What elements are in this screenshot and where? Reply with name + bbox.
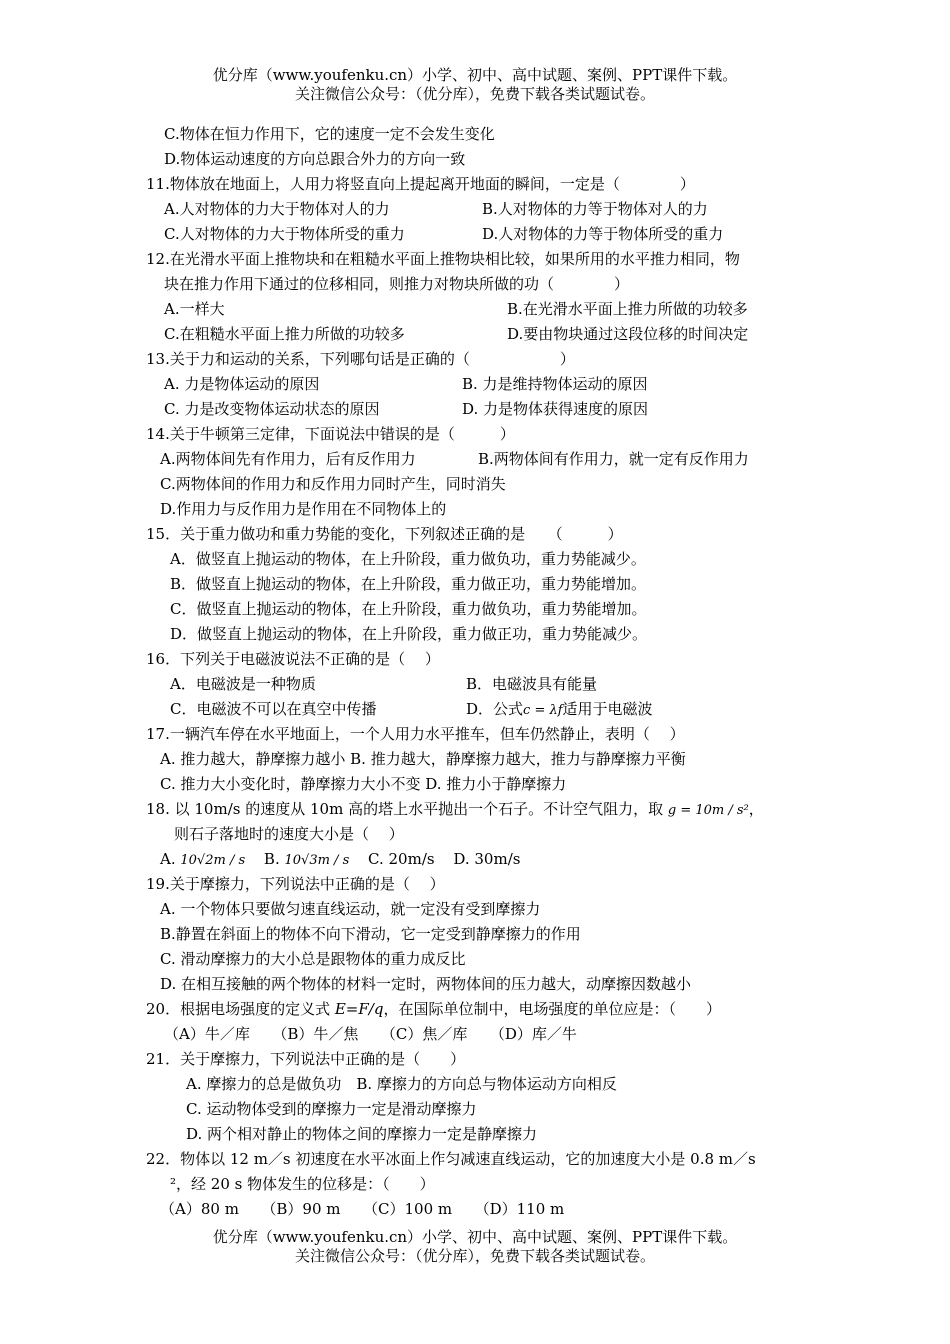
q20-stem-text: 20．根据电场强度的定义式	[146, 1000, 335, 1018]
q11-row-ab	[146, 197, 826, 222]
q18-option-b-label: B.	[263, 850, 280, 868]
q13-option-a: A. 力是物体运动的原因	[164, 375, 320, 393]
q12-stem-line-2: 块在推力作用下通过的位移相同，则推力对物块所做的功（ ）	[164, 275, 630, 293]
q10-option-d: D.物体运动速度的方向总跟合外力的方向一致	[164, 150, 466, 168]
q12-option-b: B.在光滑水平面上推力所做的功较多	[507, 300, 748, 318]
q21-row-ab: A. 摩擦力的总是做负功 B. 摩擦力的方向总与物体运动方向相反	[186, 1075, 617, 1093]
q22-stem-line-2: ²，经 20 s 物体发生的位移是：（ ）	[170, 1175, 435, 1193]
q15-option-d: D．做竖直上抛运动的物体，在上升阶段，重力做正功，重力势能减少。	[170, 625, 648, 643]
q22-options: （A）80 m （B）90 m （C）100 m （D）110 m	[160, 1200, 565, 1218]
q18-g-formula: g = 10m / s²	[667, 803, 749, 818]
q11-option-b: B.人对物体的力等于物体对人的力	[482, 200, 708, 218]
q20-stem-tail: ，在国际单位制中，电场强度的单位应是：（ ）	[383, 1000, 721, 1018]
q11-stem: 11.物体放在地面上，人用力将竖直向上提起离开地面的瞬间，一定是（ ）	[146, 175, 695, 193]
q19-stem: 19.关于摩擦力，下列说法中正确的是（ ）	[146, 875, 445, 893]
q20-options: （A）牛／库 （B）牛／焦 （C）焦／库 （D）库／牛	[164, 1025, 577, 1043]
q18-option-a-label: A.	[160, 850, 176, 868]
header-line-2: 关注微信公众号：（优分库），免费下载各类试题试卷。	[294, 85, 655, 103]
q18-option-a-formula: 10√2m / s	[180, 853, 246, 868]
q16-formula: c = λf	[523, 703, 563, 718]
page-header	[0, 66, 950, 104]
q21-option-c: C. 运动物体受到的摩擦力一定是滑动摩擦力	[186, 1100, 477, 1118]
q18-stem-text: 18. 以 10m/s 的速度从 10m 高的塔上水平抛出一个石子。不计空气阻力，取	[146, 800, 664, 818]
q17-row-ab: A. 推力越大，静摩擦力越小 B. 推力越大，静摩擦力越大，推力与静摩擦力平衡	[160, 750, 686, 768]
q17-row-cd: C. 推力大小变化时，静摩擦力大小不变 D. 推力小于静摩擦力	[160, 775, 567, 793]
q13-stem: 13.关于力和运动的关系，下列哪句话是正确的（ ）	[146, 350, 575, 368]
q19-option-c: C. 滑动摩擦力的大小总是跟物体的重力成反比	[160, 950, 466, 968]
q11-row-cd	[146, 222, 826, 247]
q15-stem: 15．关于重力做功和重力势能的变化，下列叙述正确的是 （ ）	[146, 525, 623, 543]
q16-option-b: B．电磁波具有能量	[466, 675, 598, 693]
q18-stem	[146, 797, 826, 822]
q14-row-ab	[146, 447, 826, 472]
q13-row-cd	[146, 397, 826, 422]
q10-option-c: C.物体在恒力作用下，它的速度一定不会发生变化	[164, 125, 495, 143]
q21-stem: 21．关于摩擦力，下列说法中正确的是（ ）	[146, 1050, 466, 1068]
q19-option-a: A. 一个物体只要做匀速直线运动，就一定没有受到摩擦力	[160, 900, 541, 918]
q11-option-a: A.人对物体的力大于物体对人的力	[164, 200, 390, 218]
q14-option-a: A.两物体间先有作用力，后有反作用力	[160, 450, 416, 468]
q16-option-d-prefix: D．公式	[466, 700, 524, 718]
header-line-1: 优分库（www.youfenku.cn）小学、初中、高中试题、案例、PPT课件下载。	[212, 66, 738, 84]
q18-option-b-formula: 10√3m / s	[284, 853, 350, 868]
q16-option-d	[466, 697, 653, 723]
q13-option-d: D. 力是物体获得速度的原因	[462, 400, 649, 418]
q12-option-a: A.一样大	[164, 300, 225, 318]
q12-row-ab	[146, 297, 826, 322]
q15-option-a: A．做竖直上抛运动的物体，在上升阶段，重力做负功，重力势能减少。	[170, 550, 646, 568]
q19-option-d: D. 在相互接触的两个物体的材料一定时，两物体间的压力越大，动摩擦因数越小	[160, 975, 692, 993]
q16-stem: 16．下列关于电磁波说法不正确的是（ ）	[146, 650, 440, 668]
q15-option-c: C．做竖直上抛运动的物体，在上升阶段，重力做负功，重力势能增加。	[170, 600, 647, 618]
q13-row-ab	[146, 372, 826, 397]
q16-option-a: A．电磁波是一种物质	[170, 675, 316, 693]
q16-option-d-suffix: 适用于电磁波	[562, 700, 653, 718]
q11-option-d: D.人对物体的力等于物体所受的重力	[482, 225, 724, 243]
q21-option-d: D. 两个相对静止的物体之间的摩擦力一定是静摩擦力	[186, 1125, 538, 1143]
q15-option-b: B．做竖直上抛运动的物体，在上升阶段，重力做正功，重力势能增加。	[170, 575, 647, 593]
q14-option-b: B.两物体间有作用力，就一定有反作用力	[478, 450, 749, 468]
question-list	[146, 122, 826, 1222]
q22-stem-line-1: 22．物体以 12 m／s 初速度在水平冰面上作匀减速直线运动，它的加速度大小是 0.8 m／s	[146, 1150, 756, 1168]
q12-option-c: C.在粗糙水平面上推力所做的功较多	[164, 325, 405, 343]
q16-row-ab	[146, 672, 826, 697]
q19-option-b: B.静置在斜面上的物体不向下滑动，它一定受到静摩擦力的作用	[160, 925, 581, 943]
q13-option-c: C. 力是改变物体运动状态的原因	[164, 400, 380, 418]
q11-option-c: C.人对物体的力大于物体所受的重力	[164, 225, 405, 243]
q20-stem	[146, 997, 826, 1022]
q18-option-c: C. 20m/s	[368, 850, 435, 868]
q12-stem-line-1: 12.在光滑水平面上推物块和在粗糙水平面上推物块相比较，如果所用的水平推力相同，物	[146, 250, 740, 268]
q12-option-d: D.要由物块通过这段位移的时间决定	[507, 325, 749, 343]
q14-option-d: D.作用力与反作用力是作用在不同物体上的	[160, 500, 447, 518]
q17-stem: 17.一辆汽车停在水平地面上，一个人用力水平推车，但车仍然静止，表明（ ）	[146, 725, 685, 743]
q12-row-cd	[146, 322, 826, 347]
q16-option-c: C．电磁波不可以在真空中传播	[170, 700, 377, 718]
q13-option-b: B. 力是维持物体运动的原因	[462, 375, 648, 393]
q18-option-d: D. 30m/s	[453, 850, 521, 868]
footer-line-1: 优分库（www.youfenku.cn）小学、初中、高中试题、案例、PPT课件下载。	[212, 1228, 738, 1246]
q14-option-c: C.两物体间的作用力和反作用力同时产生，同时消失	[160, 475, 506, 493]
q18-stem-line-2: 则石子落地时的速度大小是（ ）	[174, 825, 404, 843]
q18-options	[146, 847, 826, 872]
q18-stem-comma: ，	[748, 800, 764, 818]
q20-formula: E=F/q	[334, 1000, 384, 1018]
q16-row-cd	[146, 697, 826, 722]
q14-stem: 14.关于牛顿第三定律，下面说法中错误的是（ ）	[146, 425, 515, 443]
page-footer	[0, 1228, 950, 1266]
footer-line-2: 关注微信公众号：（优分库），免费下载各类试题试卷。	[294, 1247, 655, 1265]
